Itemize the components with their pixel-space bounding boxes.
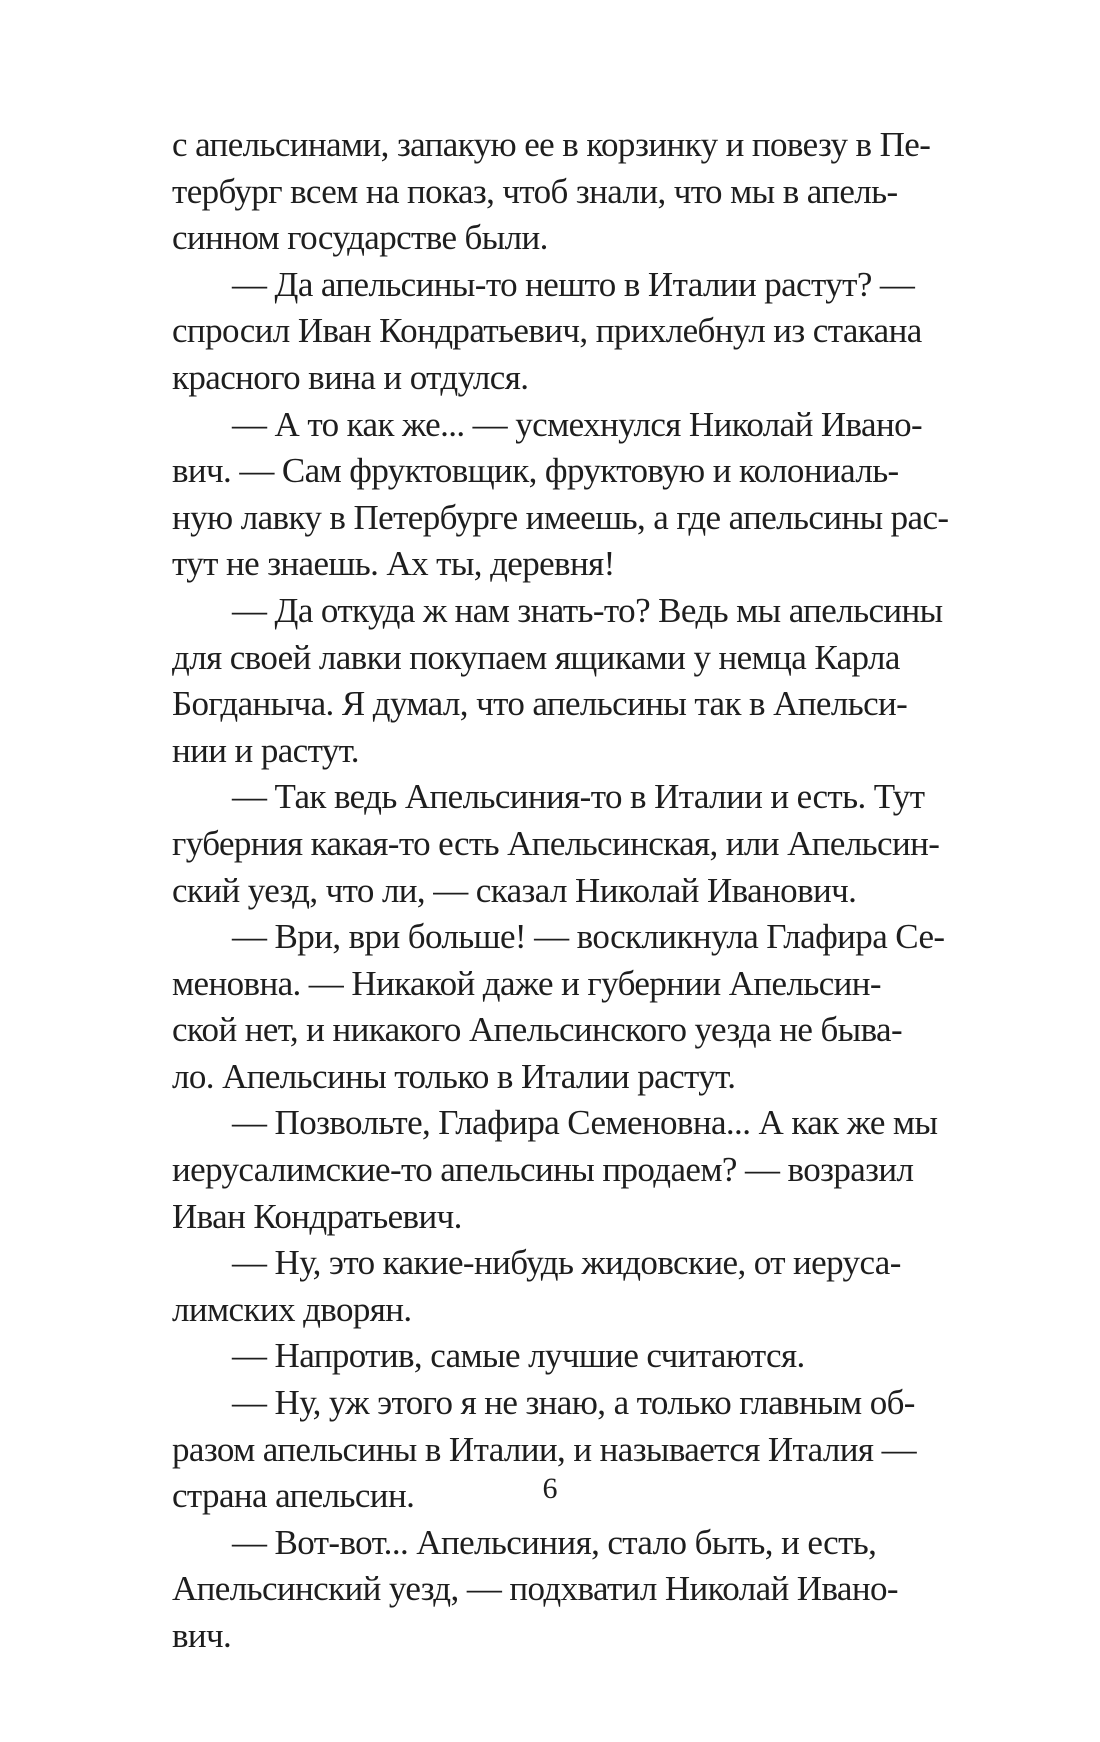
text-line: — Позвольте, Глафира Семеновна... А как же мы [232, 1103, 938, 1143]
text-line: нии и растут. [172, 730, 359, 770]
text-line: ло. Апельсины только в Италии растут. [172, 1056, 736, 1096]
text-line: Богданыча. Я думал, что апельсины так в Апельси- [172, 684, 908, 724]
text-line: губерния какая-то есть Апельсинская, или Апельсин- [172, 823, 940, 863]
text-line: тут не знаешь. Ах ты, деревня! [172, 544, 615, 584]
text-line: Иван Кондратьевич. [172, 1196, 462, 1236]
text-line: — Да откуда ж нам знать-то? Ведь мы апельсины [232, 590, 943, 630]
text-line: для своей лавки покупаем ящиками у немца Карла [172, 637, 900, 677]
text-line: иерусалимские-то апельсины продаем? — возразил [172, 1150, 914, 1190]
text-line: вич. — Сам фруктовщик, фруктовую и колониаль- [172, 451, 899, 491]
text-line: с апельсинами, запакую ее в корзинку и повезу в Пе- [172, 125, 931, 164]
text-line: — А то как же... — усмехнулся Николай Ивано- [232, 404, 923, 444]
text-line: меновна. — Никакой даже и губернии Апельсин- [172, 963, 881, 1003]
text-line: красного вина и отдулся. [172, 357, 529, 397]
text-line: вич. [172, 1616, 232, 1655]
text-line: ную лавку в Петербурге имеешь, а где апельсины рас- [172, 497, 949, 537]
text-line: ской нет, и никакого Апельсинского уезда не быва- [172, 1010, 903, 1050]
text-line: — Ну, это какие-нибудь жидовские, от иеруса- [232, 1243, 901, 1283]
text-line: — Так ведь Апельсиния-то в Италии и есть. Тут [232, 777, 925, 817]
text-line: ский уезд, что ли, — сказал Николай Иванович. [172, 870, 857, 910]
text-line: лимских дворян. [172, 1289, 412, 1329]
text-line: — Вот-вот... Апельсиния, стало быть, и есть, [232, 1522, 877, 1562]
text-line: — Ври, ври больше! — воскликнула Глафира Се- [232, 917, 945, 957]
page-body-text [172, 122, 949, 1660]
text-line: тербург всем на показ, чтоб знали, что мы в апель- [172, 171, 898, 211]
text-line: страна апельсин. [172, 1476, 415, 1516]
text-line: разом апельсины в Италии, и называется Италия — [172, 1429, 916, 1469]
text-line: Апельсинский уезд, — подхватил Николай Ивано- [172, 1569, 898, 1609]
text-line: синном государстве были. [172, 218, 548, 258]
text-line: — Напротив, самые лучшие считаются. [232, 1336, 805, 1376]
text-line: спросил Иван Кондратьевич, прихлебнул из стакана [172, 311, 922, 351]
page-number: 6 [542, 1472, 558, 1505]
text-line: — Да апельсины-то нешто в Италии растут? — [232, 264, 915, 304]
text-line: — Ну, уж этого я не знаю, а только главным об- [232, 1383, 915, 1423]
